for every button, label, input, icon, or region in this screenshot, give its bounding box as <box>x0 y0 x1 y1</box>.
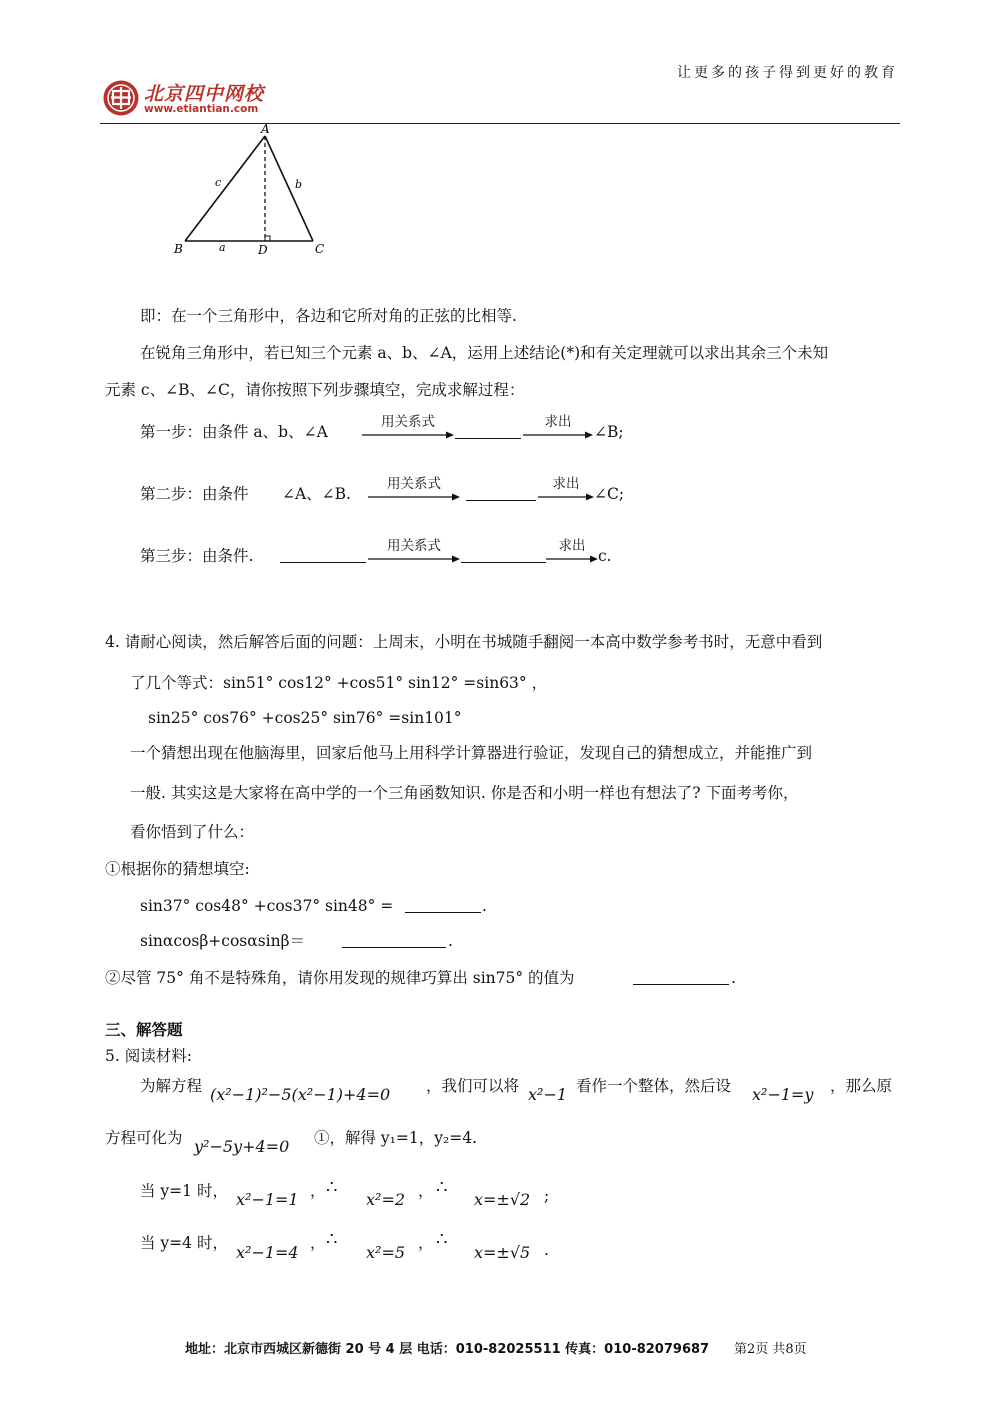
logo-url: www.etiantian.com <box>144 103 259 115</box>
q5-p1-expr: x²−1 <box>528 1085 568 1104</box>
q5-case2-eq1: x²−1=4 <box>236 1243 299 1262</box>
q5-case1-semicolon: ; <box>544 1187 550 1205</box>
q5-case1-comma1: ， <box>310 1182 326 1200</box>
q5-case2-comma2: ， <box>418 1234 434 1252</box>
q5-p2-a: 方程可化为 <box>105 1129 183 1147</box>
footer-page: 第2页 共8页 <box>734 1342 807 1357</box>
q5-case2-eq2: x²=5 <box>366 1243 406 1262</box>
label-side-a: a <box>219 241 226 254</box>
q4-period-1: . <box>482 897 487 915</box>
q4-line-3: sin25° cos76° +cos25° sin76° =sin101° <box>148 709 462 727</box>
label-side-c: c <box>215 176 222 189</box>
step1-arrow-find: 求出 <box>523 410 593 444</box>
q4-part2: ②尽管 75° 角不是特殊角，请你用发现的规律巧算出 sin75° 的值为 <box>105 969 575 987</box>
q5-p2-b: ①，解得 y₁=1，y₂=4. <box>314 1129 477 1147</box>
q4-part1-blank-1[interactable] <box>405 898 481 913</box>
q4-part1-eq2: sinαcosβ+cosαsinβ＝ <box>140 932 306 950</box>
step3-arrow-find: 求出 <box>546 534 598 568</box>
step3-prefix: 第三步：由条件. <box>140 547 254 565</box>
q4-part1-title: ①根据你的猜想填空: <box>105 860 250 878</box>
therefore-icon: ∴ <box>326 1229 338 1250</box>
vertex-B: B <box>174 242 183 256</box>
q5-p1-substitution: x²−1=y <box>752 1085 814 1104</box>
vertex-A: A <box>261 122 270 136</box>
q5-p1-d: ，那么原 <box>830 1077 893 1095</box>
step3-arrow-use: 用关系式 <box>368 534 460 568</box>
q4-period-2: . <box>448 932 453 950</box>
q5-case1-eq3: x=±√2 <box>474 1190 531 1209</box>
step2-result: ∠C; <box>594 485 625 503</box>
q5-case1-eq1: x²−1=1 <box>236 1190 299 1209</box>
q4-line-6: 看你悟到了什么： <box>130 823 255 841</box>
therefore-icon: ∴ <box>436 1177 448 1198</box>
q5-case1-eq2: x²=2 <box>366 1190 406 1209</box>
q5-title: 5. 阅读材料: <box>105 1047 192 1065</box>
logo-name: 北京四中网校 <box>144 83 265 105</box>
q5-p2-equation: y²−5y+4=0 <box>194 1137 290 1156</box>
footer-address: 地址：北京市西城区新德街 20 号 4 层 电话：010-82025511 传真：010-82079687 <box>185 1342 710 1357</box>
point-D: D <box>258 243 268 257</box>
q5-p1-equation: (x²−1)²−5(x²−1)+4=0 <box>210 1085 391 1104</box>
q4-line-2: 了几个等式：sin51° cos12° +cos51° sin12° =sin63° ， <box>130 674 548 692</box>
therefore-icon: ∴ <box>326 1177 338 1198</box>
step2-blank[interactable] <box>466 486 536 501</box>
q5-case1-label: 当 y=1 时， <box>140 1182 228 1200</box>
q5-case2-period: . <box>544 1241 549 1259</box>
step3-result: c. <box>598 547 612 565</box>
q5-case2-comma1: ， <box>310 1234 326 1252</box>
q5-case1-comma2: ， <box>418 1182 434 1200</box>
q5-p1-c: 看作一个整体，然后设 <box>576 1077 732 1095</box>
step1-prefix: 第一步：由条件 a、b、∠A <box>140 423 328 441</box>
vertex-C: C <box>315 242 325 256</box>
step1-arrow-use: 用关系式 <box>362 410 454 444</box>
q4-line-1: 4. 请耐心阅读，然后解答后面的问题：上周末，小明在书城随手翻阅一本高中数学参考书时，无意中看到 <box>105 633 823 651</box>
q4-line-5: 一般. 其实这是大家将在高中学的一个三角函数知识. 你是否和小明一样也有想法了? 下面考考你， <box>130 784 799 802</box>
q4-line-4: 一个猜想出现在他脑海里，回家后他马上用科学计算器进行验证，发现自己的猜想成立，并能推广到 <box>130 744 813 762</box>
triangle-figure <box>165 120 340 260</box>
q5-p1-b: ，我们可以将 <box>426 1077 520 1095</box>
header <box>100 55 900 127</box>
side-c <box>185 136 265 241</box>
section-title: 三、解答题 <box>105 1021 183 1039</box>
step3-blank-1[interactable] <box>280 548 366 563</box>
step3-blank-2[interactable] <box>461 548 546 563</box>
step2-prefix: 第二步：由条件 <box>140 485 249 503</box>
step2-conditions: ∠A、∠B. <box>282 485 351 503</box>
q5-case2-eq3: x=±√5 <box>474 1243 531 1262</box>
conclusion-text: 即：在一个三角形中，各边和它所对角的正弦的比相等. <box>140 307 517 325</box>
q4-part1-blank-2[interactable] <box>342 933 446 948</box>
logo-icon <box>102 79 140 117</box>
therefore-icon: ∴ <box>436 1229 448 1250</box>
intro-line-1: 在锐角三角形中，若已知三个元素 a、b、∠A，运用上述结论(*)和有关定理就可以求出其余三个未知 <box>140 344 829 362</box>
q5-p1-a: 为解方程 <box>140 1077 203 1095</box>
q4-period-3: . <box>731 969 736 987</box>
q4-part1-eq1: sin37° cos48° +cos37° sin48° = <box>140 897 394 915</box>
intro-line-2: 元素 c、∠B、∠C，请你按照下列步骤填空，完成求解过程： <box>105 381 525 399</box>
step1-blank[interactable] <box>455 424 521 439</box>
header-slogan: 让更多的孩子得到更好的教育 <box>677 65 898 81</box>
step2-arrow-use: 用关系式 <box>368 472 460 506</box>
label-side-b: b <box>295 178 303 191</box>
step1-result: ∠B; <box>594 423 624 441</box>
side-b <box>265 136 313 241</box>
step2-arrow-find: 求出 <box>538 472 594 506</box>
q4-part2-blank[interactable] <box>633 970 729 985</box>
q5-case2-label: 当 y=4 时， <box>140 1234 228 1252</box>
